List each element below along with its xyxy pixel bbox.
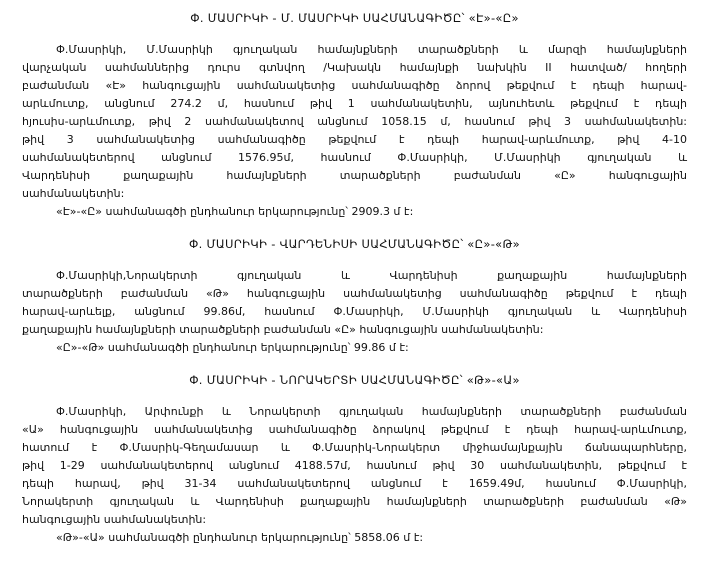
paragraph-line: թիվ 1-29 սահմանակետերով անցնում 4188.57մ, հասնում թիվ 30 սահմանակետին, թեքվում է: [22, 459, 687, 472]
paragraph-line: հատում է Փ.Մասրիկ-Գեղամասար և Փ.Մասրիկ-Նորակերտ միջհամայնքային ճանապարհները,: [22, 441, 687, 454]
section-summary: «Թ»-«Ա» սահմանագծի ընդհանուր երկարությունը՝ 5858.06 մ է:: [56, 531, 424, 544]
paragraph-line: Փ.Մասրիկի,Նորակերտի գյուղական և Վարդենիսի քաղաքային համայնքների: [56, 269, 687, 282]
paragraph-line: «Ա» հանգուցային սահմանակետից սահմանագիծը ձորակով թեքվում է դեպի հարավ-արևմուտք,: [22, 423, 687, 436]
paragraph-line: հյուսիս-արևմուտք, թիվ 2 սահմանակետով անցնում 1058.15 մ, հասնում թիվ 3 սահմանակետին:: [22, 115, 687, 128]
paragraph-line: Փ.Մասրիկի, Մ.Մասրիկի գյուղական համայնքների տարածքների և մարզի համայնքների: [56, 43, 687, 56]
paragraph-line: սահմանակետերով անցնում 1576.95մ, հասնում Փ.Մասրիկի, Մ.Մասրիկի գյուղական և: [22, 151, 687, 164]
paragraph-line: քաղաքային համայնքների տարածքների բաժանման «Ը» հանգուցային սահմանակետին:: [22, 323, 544, 336]
paragraph-line: թիվ 3 սահմանակետից սահմանագիծը թեքվում է դեպի հարավ-արևմուտք, թիվ 4-10: [22, 133, 687, 146]
document-page: [22, 9, 687, 561]
paragraph-line: վարչական սահմաններից դուրս գտնվող /Կախակն համայնքի նախկին II հատված/ հողերի: [22, 61, 687, 74]
section-e-y: [22, 9, 687, 221]
section-title: Փ. ՄԱՍՐԻԿԻ - Մ. ՄԱՍՐԻԿԻ ՍԱՀՄԱՆԱԳԻԾԸ՝ «Է»-«Ը»: [190, 11, 519, 25]
section-summary: «Ը»-«Թ» սահմանագծի ընդհանուր երկարությունը՝ 99.86 մ է:: [56, 341, 409, 354]
paragraph-line: տարածքների բաժանման «Թ» հանգուցային սահմանակետից սահմանագիծը թեքվում է դեպի: [22, 287, 687, 300]
section-title: Փ. ՄԱՍՐԻԿԻ - ՎԱՐԴԵՆԻՍԻ ՍԱՀՄԱՆԱԳԻԾԸ՝ «Ը»-«Թ»: [189, 237, 520, 251]
paragraph-line: հանգուցային սահմանակետին:: [22, 513, 207, 526]
paragraph-line: Փ.Մասրիկի, Արփունքի և Նորակերտի գյուղական համայնքների տարածքների բաժանման: [56, 405, 687, 418]
section-title: Փ. ՄԱՍՐԻԿԻ - ՆՈՐԱԿԵՐՏԻ ՍԱՀՄԱՆԱԳԻԾԸ՝ «Թ»-«Ա»: [189, 373, 520, 387]
paragraph-line: արևմուտք, անցնում 274.2 մ, հասնում թիվ 1 սահմանակետին, այնուհետև թեքվում է դեպի: [22, 97, 687, 110]
paragraph-line: Նորակերտի գյուղական և Վարդենիսի քաղաքային համայնքների տարածքների բաժանման «Թ»: [22, 495, 687, 508]
section-t-a: [22, 371, 687, 547]
section-y-t: [22, 235, 687, 357]
paragraph-line: Վարդենիսի քաղաքային համայնքների տարածքների բաժանման «Ը» հանգուցային: [22, 169, 687, 182]
paragraph-line: հարավ-արևելք, անցնում 99.86մ, հասնում Փ.Մասրիկի, Մ.Մասրիկի գյուղական և Վարդենիսի: [22, 305, 687, 318]
paragraph-line: բաժանման «Է» հանգուցային սահմանակետից սահմանագիծը ձորով թեքվում է դեպի հարավ-: [22, 79, 687, 92]
paragraph-line: դեպի հարավ, թիվ 31-34 սահմանակետերով անցնում է 1659.49մ, հասնում Փ.Մասրիկի,: [22, 477, 687, 490]
paragraph-line: սահմանակետին:: [22, 187, 125, 200]
section-summary: «Է»-«Ը» սահմանագծի ընդհանուր երկարությունը՝ 2909.3 մ է:: [56, 205, 414, 218]
